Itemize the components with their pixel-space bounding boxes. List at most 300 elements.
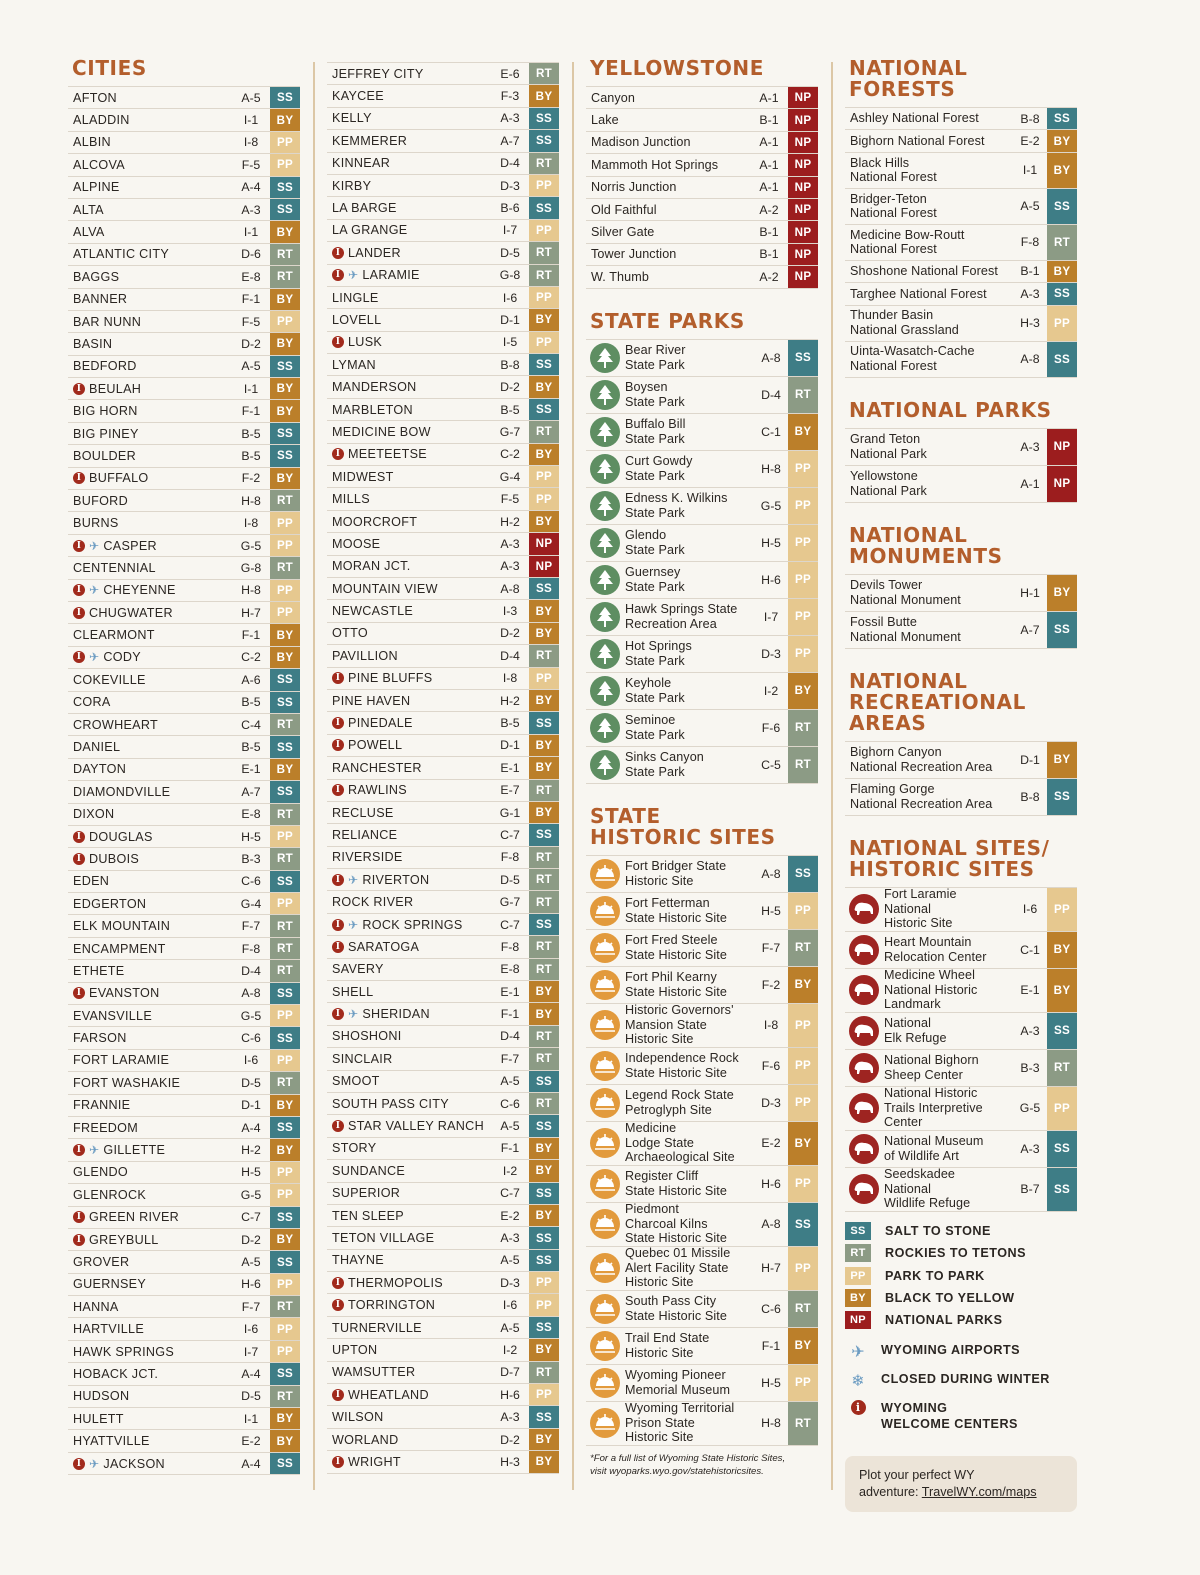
info-icon: I	[73, 1211, 85, 1223]
place-name	[68, 177, 232, 198]
place-label: MOUNTAIN VIEW	[332, 581, 438, 596]
grid-reference: G-5	[240, 1008, 262, 1023]
trail-badge: BY	[788, 967, 818, 1003]
info-icon: I	[73, 853, 85, 865]
place-label: BEDFORD	[73, 359, 137, 374]
place-name	[68, 1162, 232, 1183]
place-name	[68, 1139, 232, 1160]
grid-reference: C-6	[761, 1301, 781, 1316]
grid-reference: D-1	[1020, 752, 1040, 767]
list-item	[586, 673, 818, 710]
cities-column-1	[68, 58, 300, 1475]
trail-badge: PP	[845, 1267, 871, 1285]
grid-reference: F-1	[241, 292, 261, 307]
list-item	[327, 869, 559, 891]
info-icon: I	[332, 717, 344, 729]
place-label: Tower Junction	[591, 247, 677, 262]
info-icon: I	[73, 831, 85, 843]
national-forests-list	[845, 107, 1077, 378]
trail-badge: SS	[270, 1207, 300, 1228]
list-item	[68, 1363, 300, 1385]
info-icon: I	[73, 1144, 85, 1156]
grid-reference: G-5	[760, 498, 782, 513]
grid-reference: A-5	[500, 1320, 520, 1335]
list-item	[68, 1341, 300, 1363]
tree-icon	[590, 639, 620, 669]
place-label: TORRINGTON	[348, 1298, 436, 1313]
trail-badge: SS	[529, 197, 559, 218]
list-item	[68, 848, 300, 870]
list-item	[327, 1048, 559, 1070]
place-name	[327, 645, 491, 666]
place-name	[586, 266, 750, 287]
place-label: BAR NUNN	[73, 314, 142, 329]
place-label: FARSON	[73, 1031, 127, 1046]
place-name: South Pass City State Historic Site	[625, 1293, 727, 1323]
info-icon: I	[332, 784, 344, 796]
place-label: GILLETTE	[103, 1143, 166, 1158]
place-name: Flaming Gorge National Recreation Area	[850, 781, 993, 811]
list-item	[586, 1004, 818, 1048]
place-label: HOBACK JCT.	[73, 1366, 159, 1381]
place-label: Canyon	[591, 90, 636, 105]
place-label: HANNA	[73, 1299, 119, 1314]
grid-reference: I-6	[243, 1322, 259, 1337]
place-label: CHUGWATER	[89, 605, 173, 620]
grid-reference: E-1	[1020, 983, 1040, 998]
list-item	[327, 1384, 559, 1406]
place-label: THERMOPOLIS	[348, 1275, 443, 1290]
list-item	[586, 1402, 818, 1446]
grid-reference: A-4	[241, 1456, 261, 1471]
place-label: SHELL	[332, 984, 374, 999]
grid-reference: E-1	[500, 760, 520, 775]
list-item	[327, 914, 559, 936]
grid-reference: I-8	[243, 135, 259, 150]
place-label: GLENDO	[73, 1165, 128, 1180]
trail-badge: NP	[788, 266, 818, 287]
place-name	[327, 1183, 491, 1204]
list-item	[845, 1131, 1077, 1168]
place-name	[327, 1205, 491, 1226]
trail-badge: NP	[788, 221, 818, 242]
list-item	[68, 759, 300, 781]
trail-badge: PP	[529, 175, 559, 196]
list-item	[586, 1048, 818, 1085]
list-item	[845, 261, 1077, 283]
bison-icon	[849, 935, 879, 965]
trail-badge: PP	[270, 1318, 300, 1339]
list-item	[586, 856, 818, 893]
place-label: BASIN	[73, 336, 113, 351]
grid-reference: B-8	[500, 357, 520, 372]
place-name: Buffalo Bill State Park	[625, 416, 686, 446]
place-name	[68, 87, 232, 108]
place-label: WRIGHT	[348, 1454, 401, 1469]
trail-badge: SS	[1047, 189, 1077, 224]
trail-badge: RT	[270, 804, 300, 825]
trail-badge: SS	[1047, 612, 1077, 648]
grid-reference: A-1	[759, 90, 779, 105]
grid-reference: I-2	[502, 1163, 518, 1178]
grid-reference: I-1	[243, 113, 259, 128]
grid-reference: A-7	[241, 784, 261, 799]
place-label: PAVILLION	[332, 648, 398, 663]
trail-badge: BY	[270, 1095, 300, 1116]
place-label: DOUGLAS	[89, 829, 153, 844]
place-name: Seedskadee National Wildlife Refuge	[884, 1167, 971, 1211]
trail-badge: BY	[270, 378, 300, 399]
plot-line-2: adventure:	[859, 1484, 922, 1499]
list-item	[327, 108, 559, 130]
list-item	[845, 1050, 1077, 1087]
trail-badge: PP	[788, 893, 818, 929]
place-name	[68, 535, 232, 556]
trail-badge: BY	[529, 600, 559, 621]
place-label: NEWCASTLE	[332, 604, 414, 619]
grid-reference: B-5	[500, 716, 520, 731]
list-item	[68, 781, 300, 803]
place-label: KEMMERER	[332, 133, 408, 148]
legend-item	[845, 1342, 1077, 1362]
place-name	[68, 938, 232, 959]
trail-badge: NP	[1047, 429, 1077, 465]
place-label: OTTO	[332, 626, 368, 641]
grid-reference: C-2	[500, 447, 520, 462]
grid-reference: H-8	[761, 461, 781, 476]
place-label: EDEN	[73, 874, 110, 889]
place-label: COKEVILLE	[73, 672, 146, 687]
list-item	[845, 108, 1077, 130]
trail-badge: BY	[788, 673, 818, 709]
tree-icon	[590, 602, 620, 632]
trail-badge: PP	[529, 488, 559, 509]
grid-reference: E-2	[241, 1434, 261, 1449]
trail-badge: BY	[788, 1328, 818, 1364]
list-item	[68, 602, 300, 624]
grid-reference: F-5	[241, 157, 261, 172]
place-name	[68, 1341, 232, 1362]
place-label: CLEARMONT	[73, 628, 155, 643]
place-name: National Museum of Wildlife Art	[884, 1133, 984, 1163]
grid-reference: I-2	[763, 683, 779, 698]
trail-badge: BY	[788, 414, 818, 450]
place-label: UPTON	[332, 1342, 378, 1357]
place-label: Lake	[591, 113, 619, 128]
list-item	[68, 804, 300, 826]
place-name: Edness K. Wilkins State Park	[625, 490, 728, 520]
sun-icon	[590, 1169, 620, 1199]
place-name	[68, 624, 232, 645]
trail-badge: NP	[788, 177, 818, 198]
list-item	[327, 600, 559, 622]
place-label: LARAMIE	[362, 268, 420, 283]
trail-badge: NP	[529, 556, 559, 577]
place-name	[68, 400, 232, 421]
place-name	[327, 712, 491, 733]
grid-reference: D-2	[241, 336, 261, 351]
bison-icon	[849, 1093, 879, 1123]
place-label: SHOSHONI	[332, 1029, 402, 1044]
list-item	[327, 332, 559, 354]
place-label: ALVA	[73, 225, 105, 240]
place-name	[68, 781, 232, 802]
place-label: CODY	[103, 650, 141, 665]
trail-badge: RT	[270, 915, 300, 936]
place-name: Piedmont Charcoal Kilns State Historic Site	[625, 1202, 727, 1246]
place-name: Curt Gowdy State Park	[625, 453, 693, 483]
place-name	[327, 1115, 491, 1136]
place-name: Historic Governors' Mansion State Historic Site	[625, 1003, 734, 1047]
list-item	[327, 1115, 559, 1137]
list-item	[68, 109, 300, 131]
place-label: Silver Gate	[591, 225, 655, 240]
list-item	[68, 289, 300, 311]
list-item	[68, 1162, 300, 1184]
place-name: Fossil Butte National Monument	[850, 614, 961, 644]
list-item	[845, 575, 1077, 612]
list-item	[68, 378, 300, 400]
column-divider	[572, 62, 574, 1490]
trail-badge: SS	[1047, 1131, 1077, 1167]
list-item	[327, 1451, 559, 1473]
grid-reference: G-7	[499, 895, 521, 910]
place-name	[68, 848, 232, 869]
list-item	[68, 199, 300, 221]
list-item	[586, 1166, 818, 1203]
grid-reference: A-5	[241, 90, 261, 105]
info-icon: I	[332, 247, 344, 259]
grid-reference: A-3	[1020, 286, 1040, 301]
trail-badge: BY	[529, 735, 559, 756]
list-item	[68, 1386, 300, 1408]
trail-badge: BY	[529, 376, 559, 397]
list-item	[586, 1085, 818, 1122]
grid-reference: I-1	[243, 1411, 259, 1426]
list-item	[586, 132, 818, 154]
grid-reference: H-5	[241, 1165, 261, 1180]
grid-reference: A-5	[500, 1074, 520, 1089]
list-item	[327, 444, 559, 466]
place-name: Keyhole State Park	[625, 675, 685, 705]
list-item	[327, 578, 559, 600]
list-item	[586, 747, 818, 784]
place-name	[68, 1318, 232, 1339]
trail-badge: BY	[270, 289, 300, 310]
grid-reference: B-8	[1020, 111, 1040, 126]
place-name	[586, 177, 750, 198]
parks-column	[586, 58, 818, 1500]
trail-badge: BY	[270, 1408, 300, 1429]
list-item	[327, 421, 559, 443]
place-label: SUNDANCE	[332, 1163, 406, 1178]
info-icon: I	[332, 1299, 344, 1311]
state-parks-title: STATE PARKS	[590, 308, 745, 333]
place-name	[327, 1384, 491, 1405]
national-sites-title: NATIONAL SITES/ HISTORIC SITES	[849, 835, 1050, 881]
list-item	[845, 888, 1077, 932]
list-item	[327, 891, 559, 913]
place-label: ATLANTIC CITY	[73, 247, 170, 262]
trail-badge: BY	[529, 1339, 559, 1360]
sun-icon	[590, 859, 620, 889]
grid-reference: C-7	[500, 1186, 520, 1201]
list-item	[327, 1003, 559, 1025]
grid-reference: B-5	[241, 426, 261, 441]
recreational-areas-section	[845, 668, 1077, 816]
place-name	[327, 1317, 491, 1338]
sun-icon	[590, 1088, 620, 1118]
place-name	[327, 668, 491, 689]
list-item	[327, 287, 559, 309]
place-name: Targhee National Forest	[850, 286, 987, 301]
trail-badge: PP	[1047, 888, 1077, 931]
trail-badge: RT	[529, 421, 559, 442]
place-label: PINE HAVEN	[332, 693, 411, 708]
place-name	[327, 1339, 491, 1360]
place-name: Seminoe State Park	[625, 712, 685, 742]
place-label: BAGGS	[73, 269, 120, 284]
place-name	[327, 556, 491, 577]
grid-reference: H-6	[761, 1176, 781, 1191]
list-item	[327, 175, 559, 197]
list-item	[327, 265, 559, 287]
trail-badge: PP	[270, 535, 300, 556]
trail-badge: RT	[529, 847, 559, 868]
state-historic-sites-list	[586, 855, 818, 1446]
trail-badge: NP	[788, 199, 818, 220]
list-item	[68, 871, 300, 893]
trail-badge: SS	[529, 130, 559, 151]
list-item	[327, 1339, 559, 1361]
place-label: GREEN RIVER	[89, 1210, 180, 1225]
tree-icon	[590, 750, 620, 780]
place-name	[68, 1005, 232, 1026]
list-item	[327, 824, 559, 846]
list-item	[586, 199, 818, 221]
place-label: MORAN JCT.	[332, 559, 411, 574]
grid-reference: E-6	[500, 66, 520, 81]
list-item	[586, 109, 818, 131]
trail-badge: RT	[270, 490, 300, 511]
place-label: HUDSON	[73, 1389, 130, 1404]
trail-badge: PP	[788, 488, 818, 524]
place-name	[327, 959, 491, 980]
list-item	[68, 983, 300, 1005]
place-name	[68, 1027, 232, 1048]
grid-reference: C-7	[500, 917, 520, 932]
place-name	[68, 692, 232, 713]
place-label: EVANSVILLE	[73, 1008, 153, 1023]
list-item	[68, 266, 300, 288]
grid-reference: B-1	[1020, 264, 1040, 279]
grid-reference: D-2	[500, 626, 520, 641]
place-label: Old Faithful	[591, 202, 657, 217]
grid-reference: D-3	[500, 178, 520, 193]
trail-badge: PP	[529, 1272, 559, 1293]
place-name	[68, 199, 232, 220]
list-item	[68, 468, 300, 490]
place-name	[327, 824, 491, 845]
place-name	[68, 826, 232, 847]
list-item	[327, 242, 559, 264]
trail-badge: PP	[788, 451, 818, 487]
trail-badge: SS	[1047, 1168, 1077, 1211]
legend-item	[845, 1371, 1077, 1391]
grid-reference: E-8	[241, 807, 261, 822]
place-name	[327, 1093, 491, 1114]
list-item	[68, 400, 300, 422]
place-label: BUFFALO	[89, 471, 149, 486]
state-parks-list	[586, 339, 818, 784]
place-label: ENCAMPMENT	[73, 941, 166, 956]
place-label: MEDICINE BOW	[332, 424, 431, 439]
trail-badge: PP	[270, 602, 300, 623]
trail-badge: RT	[529, 242, 559, 263]
list-item	[327, 936, 559, 958]
place-name	[68, 356, 232, 377]
list-item	[327, 488, 559, 510]
trail-badge: SS	[270, 1117, 300, 1138]
list-item	[586, 1122, 818, 1166]
grid-reference: D-1	[500, 312, 520, 327]
list-item	[586, 930, 818, 967]
grid-reference: F-6	[761, 720, 781, 735]
info-icon: I	[73, 1234, 85, 1246]
grid-reference: A-1	[759, 135, 779, 150]
grid-reference: G-8	[240, 560, 262, 575]
place-name	[327, 780, 491, 801]
grid-reference: B-7	[1020, 1182, 1040, 1197]
list-item	[68, 1251, 300, 1273]
place-name: Bear River State Park	[625, 342, 686, 372]
place-name	[327, 488, 491, 509]
list-item	[845, 779, 1077, 816]
list-item	[68, 826, 300, 848]
grid-reference: H-7	[761, 1261, 781, 1276]
place-label: EVANSTON	[89, 986, 160, 1001]
trail-badge: PP	[788, 1004, 818, 1047]
list-item	[68, 132, 300, 154]
place-name: Black Hills National Forest	[850, 155, 937, 185]
place-name: Legend Rock State Petroglyph Site	[625, 1087, 734, 1117]
grid-reference: C-7	[241, 1210, 261, 1225]
trail-badge: RT	[529, 63, 559, 84]
place-name	[327, 1406, 491, 1427]
travelwy-link[interactable]: TravelWY.com/maps	[921, 1484, 1037, 1499]
trail-badge: BY	[270, 109, 300, 130]
place-name	[586, 154, 750, 175]
place-label: ROCK RIVER	[332, 895, 414, 910]
place-name	[68, 1184, 232, 1205]
list-item	[68, 580, 300, 602]
grid-reference: F-1	[500, 1141, 520, 1156]
place-name: Heart Mountain Relocation Center	[884, 934, 987, 964]
place-label: DANIEL	[73, 740, 121, 755]
grid-reference: A-7	[500, 133, 520, 148]
list-item	[68, 1095, 300, 1117]
place-label: ELK MOUNTAIN	[73, 919, 171, 934]
tree-icon	[590, 528, 620, 558]
list-item	[327, 533, 559, 555]
place-name	[327, 175, 491, 196]
historic-sites-footnote: *For a full list of Wyoming State Historic Sites, visit wyoparks.wyo.gov/statehistoricsites.	[590, 1452, 786, 1477]
trail-badge: PP	[270, 1274, 300, 1295]
trail-badge: SS	[788, 340, 818, 376]
info-icon: I	[332, 336, 344, 348]
legend-item	[845, 1400, 1077, 1432]
list-item	[68, 333, 300, 355]
